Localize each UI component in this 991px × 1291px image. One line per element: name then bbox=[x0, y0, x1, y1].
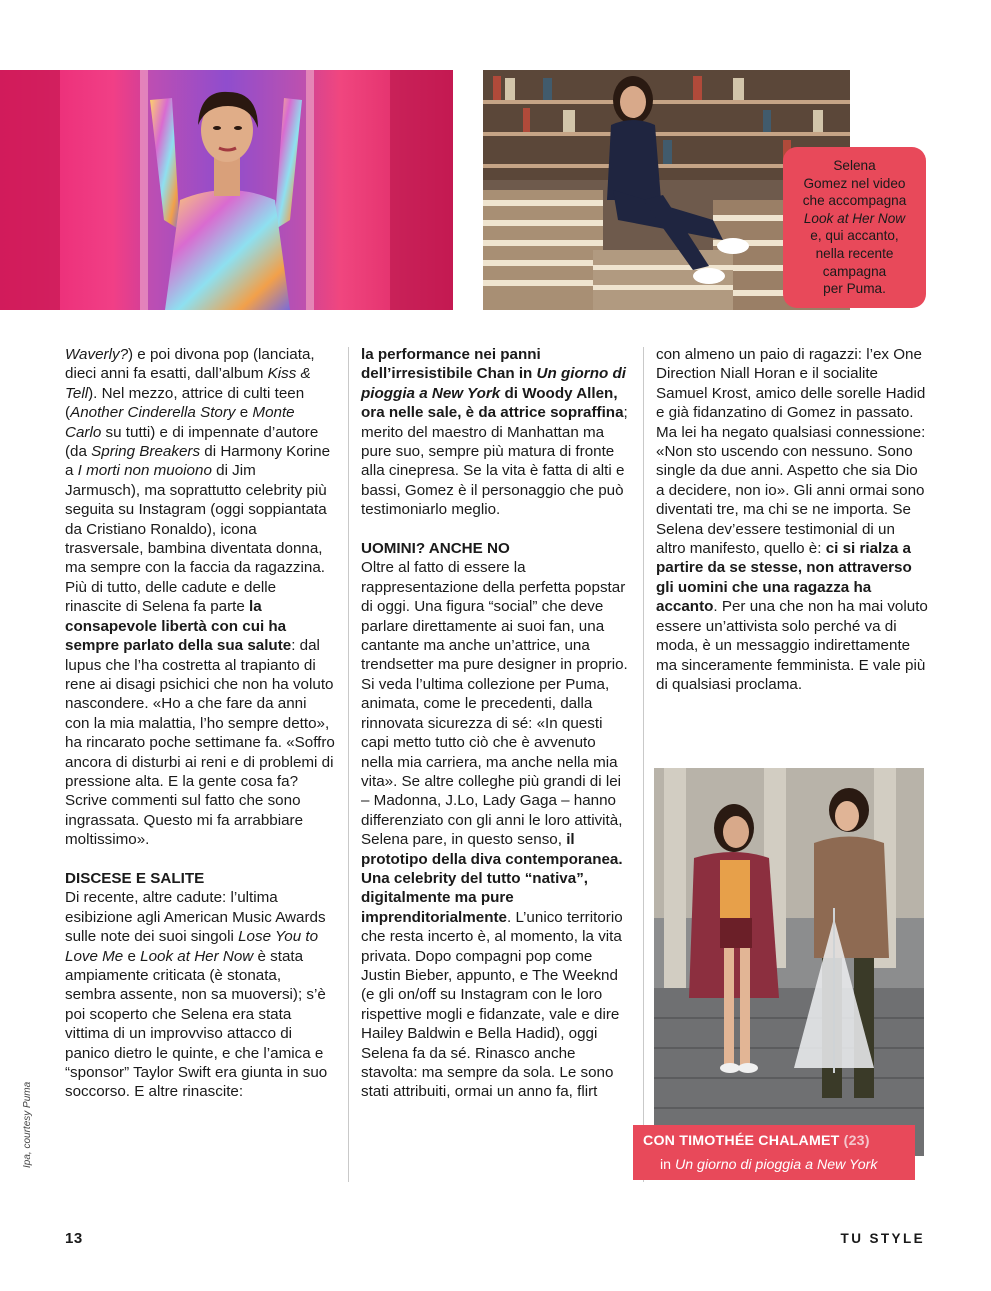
caption-line: che accompagna bbox=[802, 193, 907, 209]
section-heading: UOMINI? ANCHE NO bbox=[361, 540, 510, 558]
text-column-1 bbox=[65, 345, 335, 1102]
paragraph: Waverly?) e poi divona pop (lanciata, dieci anni fa esatti, dall’album Kiss & Tell). Nel mezzo, attrice di culti teen (Another Cinderella Story e Monte Carlo su tutti) e di impennate d’autore (da Spring Breakers di Harmony Korine a I morti non muoiono di Jim Jarmusch), ma soprattutto celebrity più seguita su Instagram (oggi soppiantata da Cristiano Ronaldo), icona trasversale, bambina diventata donna, ma sempre con la faccia da ragazzina. Più di tutto, delle cadute e delle rinascite di Selena fa parte la consapevole libertà con cui ha sempre parlato della sua salute: dal lupus che l’ha costretta al trapianto di rene ai disagi psichici che non ha voluto nascondere. «Ho a che fare da anni con la mia malattia, l’ho sempre detto», ha rincarato poche settimane fa. «Soffro ancora di disturbi ai reni e di problemi di pressione alta. E la gente cosa fa? Scrive commenti sul fatto che sono ingrassata. Questo mi fa arrabbiare moltissimo». bbox=[65, 346, 335, 849]
caption-line: per Puma. bbox=[823, 281, 886, 297]
top-photo-caption bbox=[783, 147, 926, 308]
caption-line: Gomez nel video bbox=[803, 175, 906, 191]
caption-title: CON TIMOTHÉE CHALAMET (23) bbox=[643, 1133, 870, 1149]
caption-line: Selena bbox=[833, 158, 876, 173]
couple-photo-caption bbox=[633, 1125, 915, 1180]
page-number: 13 bbox=[65, 1230, 83, 1247]
couple-photo bbox=[654, 768, 924, 1156]
caption-subtitle: in Un giorno di pioggia a New York bbox=[660, 1157, 878, 1173]
column-divider bbox=[348, 347, 349, 1182]
caption-line: nella recente bbox=[815, 245, 894, 261]
magazine-name: TU STYLE bbox=[840, 1231, 925, 1246]
photo-credit: Ipa, courtesy Puma bbox=[22, 1081, 33, 1168]
text-column-2 bbox=[361, 345, 631, 1102]
paragraph: con almeno un paio di ragazzi: l’ex One Direction Niall Horan e il socialite Samuel Krost, amico delle sorelle Hadid e già fidanzatino di Gomez in passato. Ma lei ha negato qualsiasi connessione: «Non sto uscendo con nessuno. Sono single da due anni. Aspetto che sia Dio a decidere, non io». Gli anni ormai sono diventati tre, ma chi se ne importa. Se Selena dev’essere testimonial di un altro manifesto, quello è: ci si rialza a partire da se stesse, non attraverso gli uomini che una ragazza ha accanto. Per una che non ha mai voluto essere un’attivista solo perché va di moda, è un messaggio indirettamente ma sinceramente femminista. E vale più di qualsiasi proclama. bbox=[656, 346, 928, 693]
paragraph: Oltre al fatto di essere la rappresentazione della perfetta popstar di oggi. Una figura “social” che deve parlare direttamente ai suoi fan, una cantante ma anche un’attrice, una trendsetter ma pure designer in proprio. Si veda l’ultima collezione per Puma, animata, come le precedenti, dalla rinnovata sicurezza di sé: «In questi capi metto tutto ciò che è avvenuto nella mia carriera, ma anche nella mia vita». Se altre colleghe più grandi di lei – Madonna, J.Lo, Lady Gaga – hanno differenziato con gli anni le loro attività, Selena pare, in questo senso, il prototipo della diva contemporanea. Una celebrity del tutto “nativa”, digitalmente ma pure imprenditorialmente. L’unico territorio che resta incerto è, al momento, la vita privata. Dopo compagni pop come Justin Bieber, appunto, e The Weeknd (e gli on/off su Instagram con le loro rispettive mogli e fidanzate, vale e dire Hailey Baldwin e Bella Hadid), oggi Selena fa da sé. Rinasco anche stavolta: ma sempre da sola. Le sono stati attribuiti, ormai un anno fa, flirt bbox=[361, 559, 628, 1101]
caption-line: campagna bbox=[822, 263, 887, 279]
stage-photo bbox=[0, 70, 453, 310]
caption-line: e, qui accanto, bbox=[810, 228, 899, 244]
text-column-3 bbox=[656, 345, 928, 694]
paragraph: Di recente, altre cadute: l’ultima esibizione agli American Music Awards sulle note dei suoi singoli Lose You to Love Me e Look at Her Now è stata ampiamente criticata (è stonata, sembra assente, non sa muoversi); s’è poi scoperto che Selena era stata vittima di un improvviso attacco di panico dietro le quinte, e che l’amica e “sponsor” Taylor Swift era giunta in suo soccorso. E altre rinascite: bbox=[65, 889, 328, 1101]
section-heading: DISCESE E SALITE bbox=[65, 869, 205, 887]
caption-line-title: Look at Her Now bbox=[803, 210, 906, 226]
column-divider bbox=[643, 347, 644, 1182]
paragraph: la performance nei panni dell’irresistibile Chan in Un giorno di pioggia a New York di Woody Allen, ora nelle sale, è da attrice sopraffina; merito del maestro di Manhattan ma pure suo, sempre più matura di fronte alla cinepresa. Se la vita è fatta di alti e bassi, Gomez è il personaggio che può testimoniarlo meglio. bbox=[361, 346, 628, 519]
